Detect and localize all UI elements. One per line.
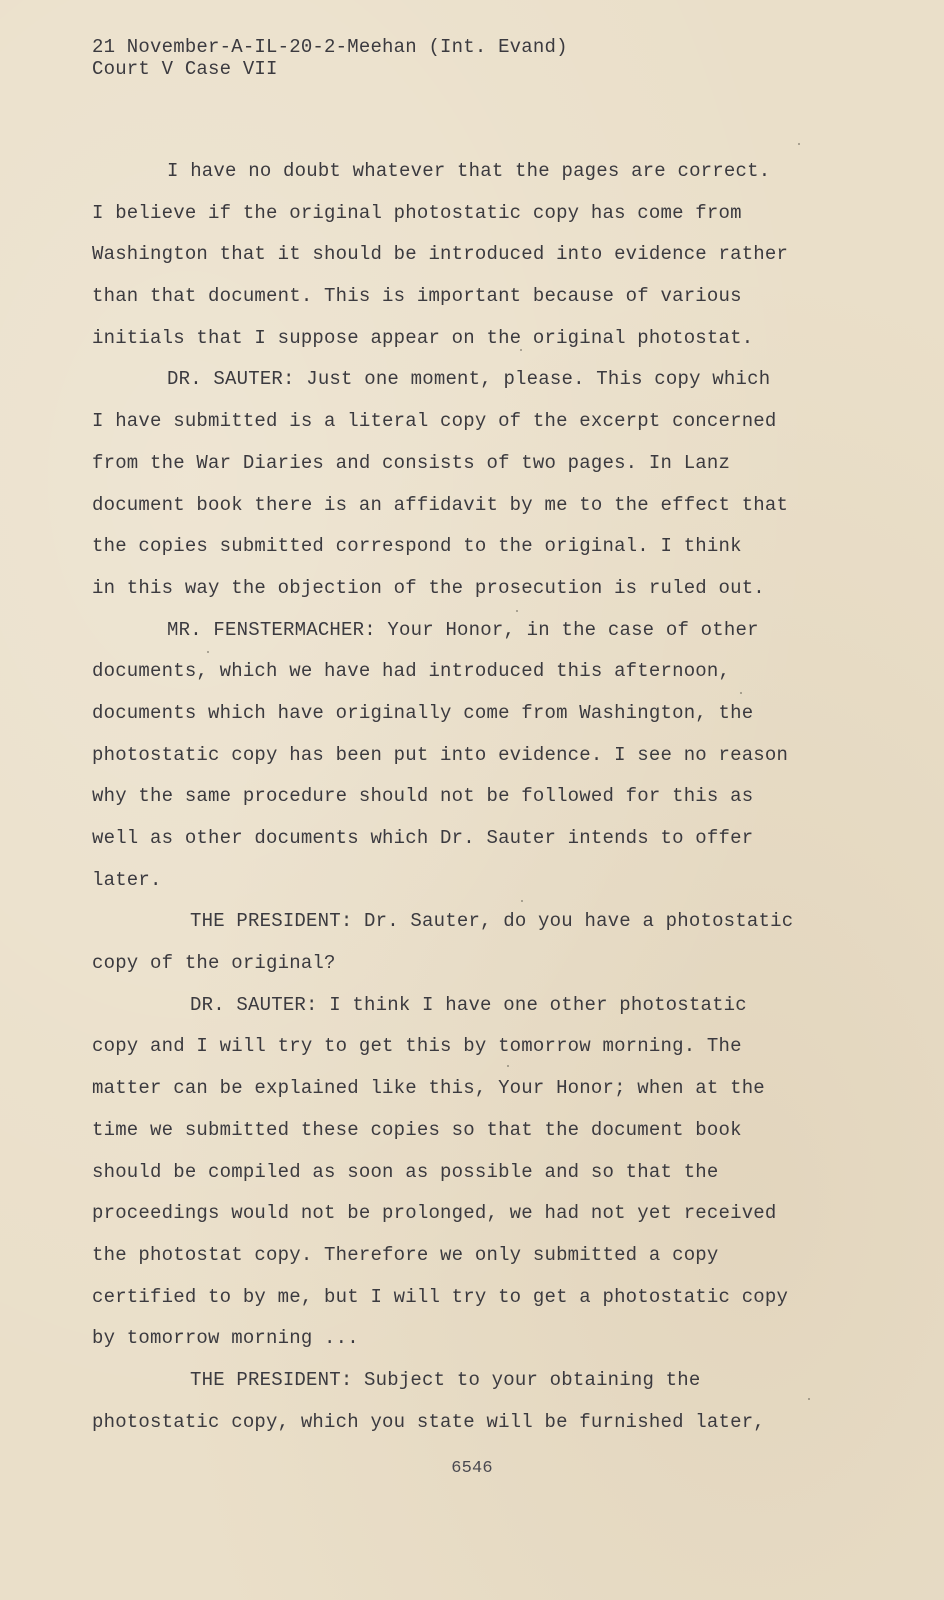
- transcript-line: proceedings would not be prolonged, we had not yet received: [92, 1202, 777, 1225]
- transcript-line: the copies submitted correspond to the original. I think: [92, 535, 742, 558]
- paper-speck: [507, 1065, 509, 1067]
- transcript-line: THE PRESIDENT: Dr. Sauter, do you have a photostatic: [190, 910, 794, 933]
- transcript-line: the photostat copy. Therefore we only submitted a copy: [92, 1243, 719, 1266]
- paper-speck: [520, 349, 522, 351]
- transcript-line: copy of the original?: [92, 952, 336, 975]
- transcript-line: copy and I will try to get this by tomorrow morning. The: [92, 1035, 742, 1058]
- header-line-1: 21 November-A-IL-20-2-Meehan (Int. Evand): [92, 36, 568, 58]
- transcript-line: should be compiled as soon as possible and so that the: [92, 1160, 719, 1183]
- transcript-line: DR. SAUTER: Just one moment, please. This copy which: [167, 368, 771, 391]
- transcript-line: than that document. This is important because of various: [92, 285, 742, 308]
- transcript-line: I have no doubt whatever that the pages are correct.: [167, 160, 771, 182]
- transcript-line: matter can be explained like this, Your Honor; when at the: [92, 1077, 765, 1100]
- transcript-line: from the War Diaries and consists of two pages. In Lanz: [92, 451, 731, 474]
- transcript-line: THE PRESIDENT: Subject to your obtaining the: [190, 1368, 701, 1391]
- paper-speck: [808, 1398, 810, 1400]
- transcript-line: certified to by me, but I will try to get a photostatic copy: [92, 1285, 789, 1308]
- paper-speck: [798, 143, 800, 145]
- transcript-line: document book there is an affidavit by me to the effect that: [92, 493, 789, 516]
- transcript-line: well as other documents which Dr. Sauter intends to offer: [92, 827, 754, 849]
- transcript-line: by tomorrow morning ...: [92, 1327, 359, 1350]
- transcript-line: time we submitted these copies so that the document book: [92, 1118, 742, 1141]
- page-number: 6546: [451, 1459, 493, 1478]
- header: [92, 36, 568, 80]
- paper-speck: [516, 610, 518, 612]
- transcript-line: MR. FENSTERMACHER: Your Honor, in the case of other: [167, 618, 759, 641]
- transcript-line: DR. SAUTER: I think I have one other photostatic: [190, 993, 747, 1016]
- transcript-line: in this way the objection of the prosecution is ruled out.: [92, 576, 765, 599]
- transcript-line: documents, which we have had introduced this afternoon,: [92, 660, 731, 683]
- transcript-body: [92, 159, 852, 1451]
- transcript-line: photostatic copy, which you state will be furnished later,: [92, 1410, 765, 1433]
- paper-speck: [521, 900, 523, 902]
- header-line-2: Court V Case VII: [92, 58, 278, 80]
- transcript-line: why the same procedure should not be followed for this as: [92, 785, 754, 808]
- transcript-line: initials that I suppose appear on the original photostat.: [92, 326, 754, 349]
- transcript-line: I have submitted is a literal copy of the excerpt concerned: [92, 410, 777, 433]
- paper-speck: [740, 692, 742, 694]
- transcript-line: photostatic copy has been put into evidence. I see no reason: [92, 743, 789, 766]
- transcript-line: Washington that it should be introduced into evidence rather: [92, 243, 789, 266]
- paper-speck: [207, 651, 209, 653]
- transcript-line: I believe if the original photostatic copy has come from: [92, 201, 742, 224]
- transcript-line: documents which have originally come from Washington, the: [92, 701, 754, 724]
- transcript-line: later.: [92, 868, 162, 891]
